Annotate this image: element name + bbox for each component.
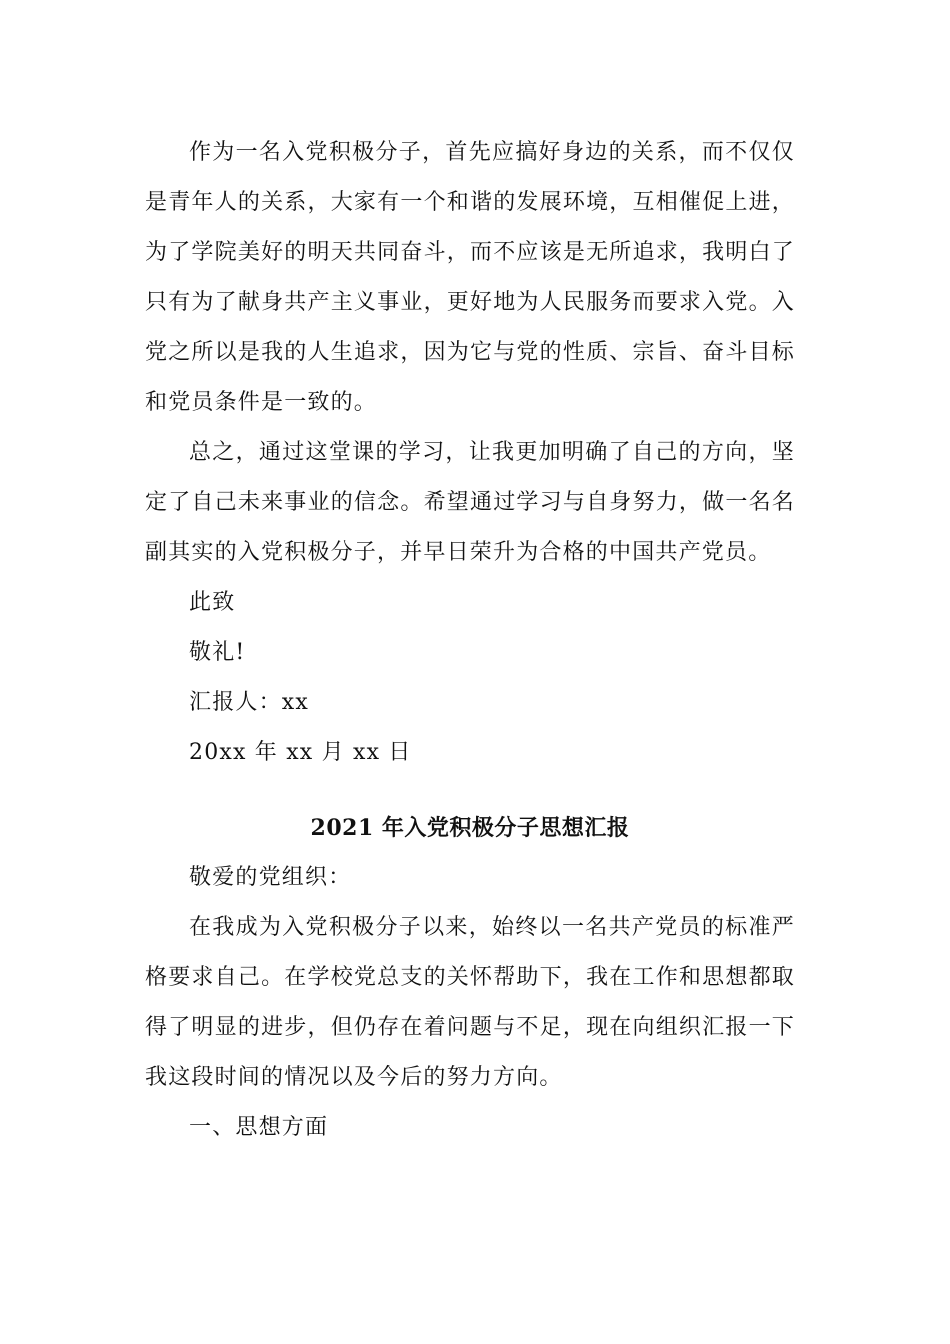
section-heading-1: 一、思想方面 xyxy=(189,1115,329,1140)
closing-line-2: 敬礼! xyxy=(189,640,246,665)
paragraph-3: 在我成为入党积极分子以来，始终以一名共产党员的标准严格要求自己。在学校党总支的关怀帮助下，我在工作和思想都取得了明显的进步，但仍存在着问题与不足，现在向组织汇报一下我这段时间的情况以及今后的努力方向。 xyxy=(145,915,795,1090)
date-line: 20xx 年 xx 月 xx 日 xyxy=(189,740,412,765)
paragraph-1: 作为一名入党积极分子，首先应搞好身边的关系，而不仅仅是青年人的关系，大家有一个和谐的发展环境，互相催促上进，为了学院美好的明天共同奋斗，而不应该是无所追求，我明白了只有为了献身共产主义事业，更好地为人民服务而要求入党。入党之所以是我的人生追求，因为它与党的性质、宗旨、奋斗目标和党员条件是一致的。 xyxy=(145,140,795,415)
report-title: 2021 年入党积极分子思想汇报 xyxy=(310,815,630,841)
reporter-line: 汇报人：xx xyxy=(189,690,310,715)
closing-line-1: 此致 xyxy=(189,590,236,615)
salutation-line: 敬爱的党组织： xyxy=(189,865,352,890)
document-body xyxy=(145,128,795,1153)
paragraph-2: 总之，通过这堂课的学习，让我更加明确了自己的方向，坚定了自己未来事业的信念。希望通过学习与自身努力，做一名名副其实的入党积极分子，并早日荣升为合格的中国共产党员。 xyxy=(145,440,795,565)
